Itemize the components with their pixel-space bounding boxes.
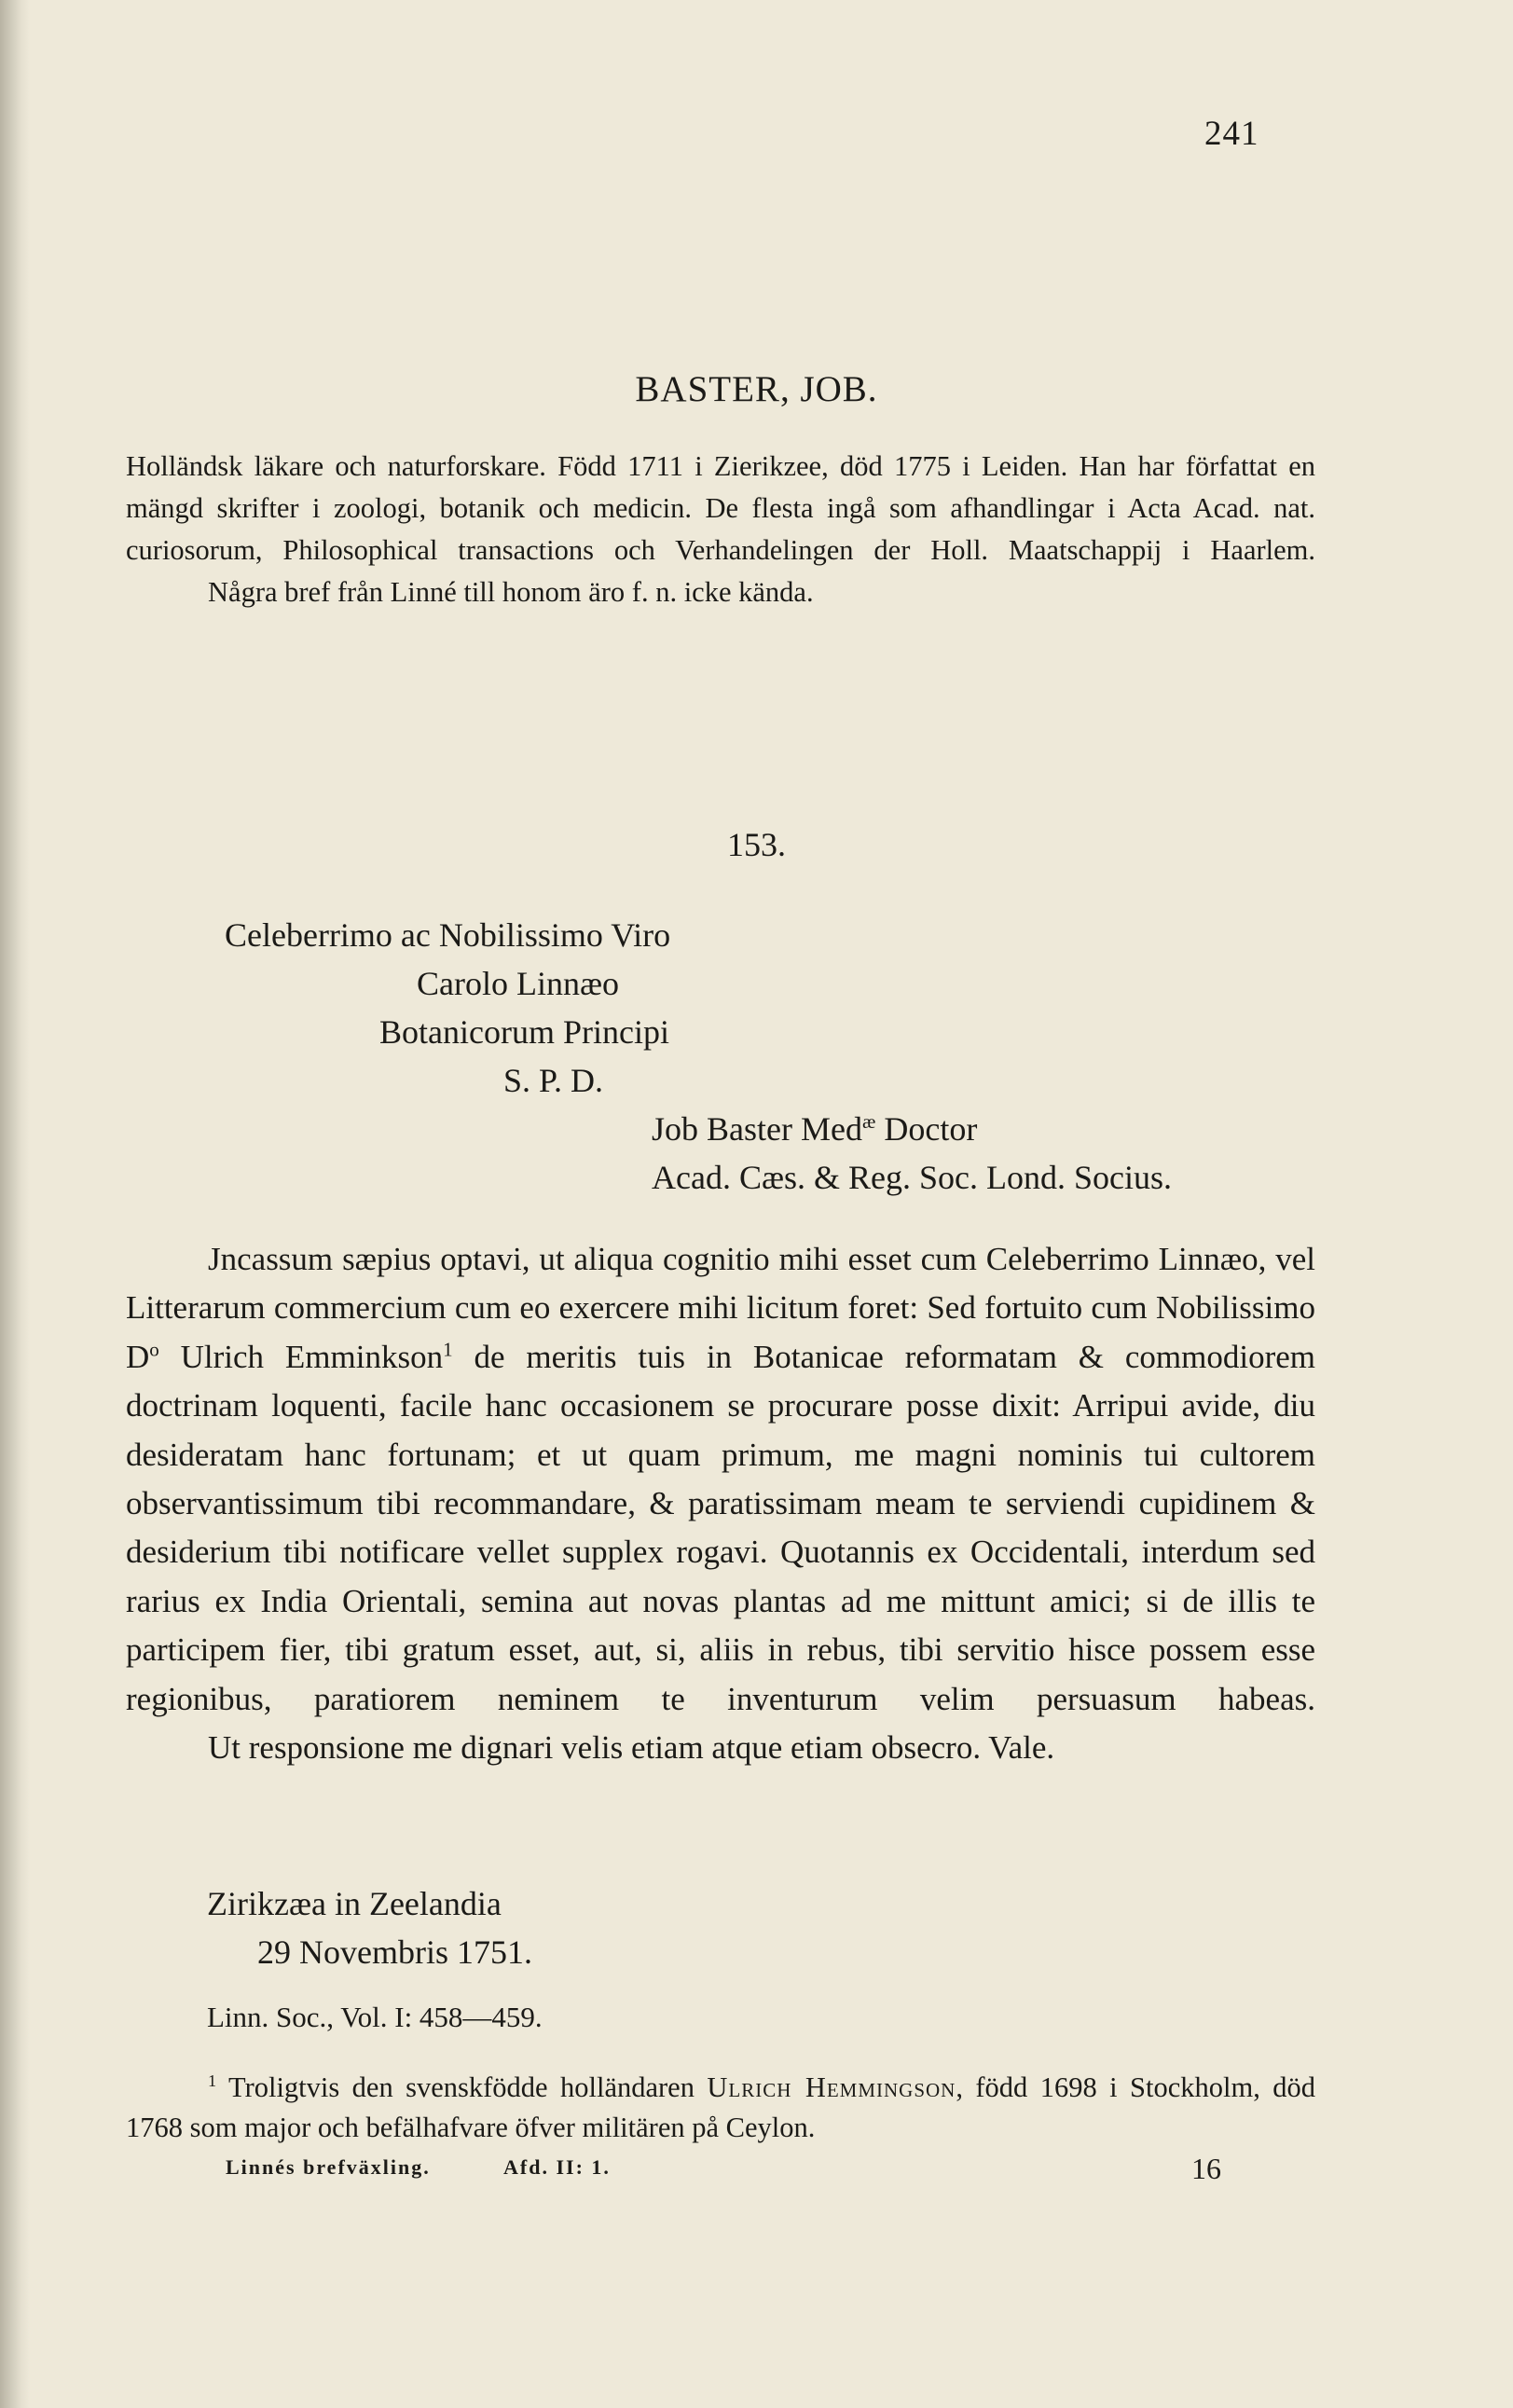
signature-section: Afd. II: 1. — [503, 2155, 611, 2179]
intro-paragraph: Några bref från Linné till honom äro f. n. icke kända. — [208, 576, 814, 608]
sender-line: Acad. Cæs. & Reg. Soc. Lond. Socius. — [652, 1159, 1172, 1196]
letter-paragraph: Jncassum sæpius optavi, ut aliqua cognitio mihi esset cum Celeberrimo Linnæo, vel Litterarum commercium cum eo exercere mihi licitum foret: Sed fortuito cum Nobilissimo $D^o$ Ulrich Emminkson$^1$ de meritis tuis in Botanicae reformatam & commodiorem doctrinam loquenti, facile hanc occasionem se procurare posse dixit: Arripui avide, diu desideratam hanc fortunam; et ut quam primum, me magni nominis tui cultorem observantissimum tibi recommandare, & paratissimam meam te serviendi cupidinem & desiderium tibi notificare vellet supplex rogavi. Quotannis ex Occidentali, interdum sed rarius ex India Orientali, semina aut novas plantas ad me mittunt amici; si de illis te participem fier, tibi gratum esset, aut, si, aliis in rebus, tibi servitio hisce possem esse regionibus, paratiorem neminem te inventurum velim persuasum habeas. — [126, 1241, 1315, 1717]
page-number: 241 — [1204, 115, 1259, 153]
page-edge-shadow — [0, 0, 30, 2408]
footnote — [126, 2068, 1315, 2148]
intro-paragraph: Holländsk läkare och naturforskare. Född 1711 i Zierikzee, död 1775 i Leiden. Han har författat en mängd skrifter i zoologi, botanik och medicin. De flesta ingå som afhandlingar i Acta Acad. nat. curiosorum, Philosophical transactions och Verhandelingen der Holl. Maatschappij i Haarlem. — [126, 450, 1315, 566]
salutation-line: Celeberrimo ac Nobilissimo Viro — [225, 916, 671, 954]
letter-date: 29 Novembris 1751. — [257, 1933, 532, 1971]
letter-source: Linn. Soc., Vol. I: 458—459. — [207, 2001, 543, 2033]
letter-place: Zirikzæa in Zeelandia — [207, 1885, 502, 1922]
letter-body — [126, 1235, 1315, 1772]
intro-section — [126, 446, 1315, 613]
page-title: BASTER, JOB. — [635, 369, 878, 409]
letter-number: 153. — [727, 826, 786, 863]
salutation-line: S. P. D. — [503, 1062, 604, 1099]
signature-title: Linnés brefväxling. — [226, 2155, 431, 2179]
footnote-ref: 1 — [443, 1338, 453, 1361]
salutation-line: Botanicorum Principi — [379, 1013, 669, 1051]
sheet-number: 16 — [1191, 2152, 1221, 2185]
footnote-text: $^1$ Troligtvis den svenskfödde holländaren Ulrich Hemmingson, född 1698 i Stockholm, död 1768 som major och befälhafvare öfver militären på Ceylon. — [126, 2071, 1315, 2143]
sender-line: Job Baster Med$^æ$ Doctor — [652, 1110, 978, 1148]
salutation-line: Carolo Linnæo — [417, 965, 619, 1002]
letter-paragraph: Ut responsione me dignari velis etiam atque etiam obsecro. Vale. — [208, 1729, 1055, 1767]
